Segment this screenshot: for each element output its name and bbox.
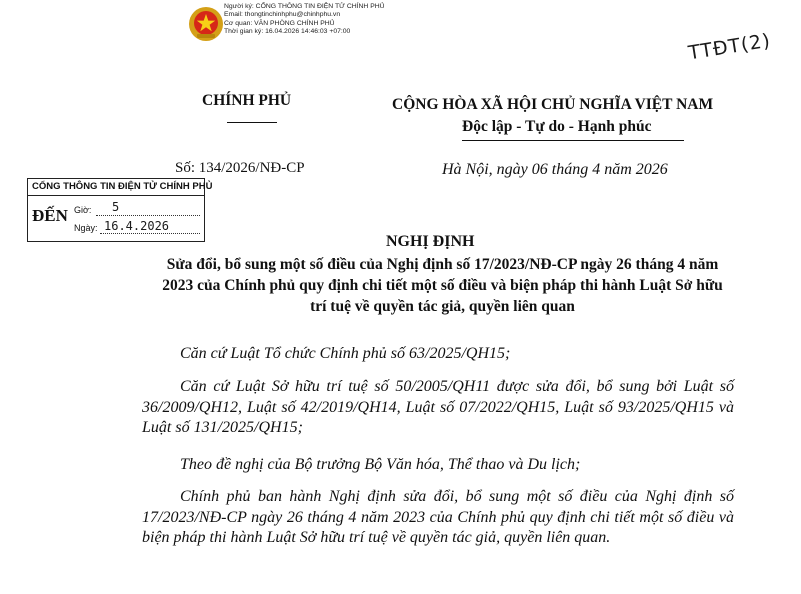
preamble-paragraph: Căn cứ Luật Tổ chức Chính phủ số 63/2025/QH15; (180, 345, 511, 362)
received-stamp (27, 178, 213, 242)
stamp-time-label: Giờ: (74, 205, 92, 215)
national-title: CỘNG HÒA XÃ HỘI CHỦ NGHĨA VIỆT NAM (392, 96, 714, 113)
preamble-paragraph: Chính phủ ban hành Nghị định sửa đổi, bổ sung một số điều của Nghị định số 17/2023/NĐ-CP ngày 26 tháng 4 năm 2023 của Chính phủ quy định chi tiết một số điều và biện pháp thi hành Luật Sở hữu trí tuệ về quyền tác giả, quyền liên quan. (142, 488, 734, 546)
stamp-date-label: Ngày: (74, 223, 98, 233)
digital-signature-block (224, 3, 385, 37)
handwritten-note: TTĐT(2) (686, 29, 773, 65)
stamp-date-value: 16.4.2026 (104, 219, 170, 233)
issuing-authority: CHÍNH PHỦ (202, 92, 292, 109)
signature-signer: Người ký: CỔNG THÔNG TIN ĐIỆN TỬ CHÍNH PHỦ (224, 3, 385, 10)
preamble-paragraph: Căn cứ Luật Sở hữu trí tuệ số 50/2005/QH11 được sửa đổi, bổ sung bởi Luật số 36/2009/QH12, Luật số 42/2019/QH14, Luật số 07/2022/QH15, Luật số 93/2025/QH15 và Luật số 131/2025/QH15; (142, 378, 734, 436)
national-motto: Độc lập - Tự do - Hạnh phúc (462, 118, 652, 135)
document-subject: Sửa đổi, bổ sung một số điều của Nghị định số 17/2023/NĐ-CP ngày 26 tháng 4 năm 2023 của Chính phủ quy định chi tiết một số điều và biện pháp thi hành Luật Sở hữu trí tuệ về quyền tác giả, quyền liên quan (162, 256, 723, 315)
signature-time: Thời gian ký: 16.04.2026 14:46:03 +07:00 (224, 28, 351, 36)
signature-agency: Cơ quan: VĂN PHÒNG CHÍNH PHỦ (224, 19, 335, 27)
preamble-paragraph: Theo đề nghị của Bộ trưởng Bộ Văn hóa, Thể thao và Du lịch; (180, 456, 581, 473)
national-emblem (188, 6, 224, 42)
document-number: Số: 134/2026/NĐ-CP (175, 160, 305, 176)
document-type: NGHỊ ĐỊNH (386, 233, 475, 250)
authority-divider (227, 122, 277, 123)
motto-divider (462, 140, 684, 141)
stamp-divider (28, 195, 204, 196)
issue-date: Hà Nội, ngày 06 tháng 4 năm 2026 (442, 161, 668, 178)
signature-email: Email: thongtinchinhphu@chinhphu.vn (224, 11, 341, 19)
stamp-received-label: ĐẾN (32, 206, 68, 225)
stamp-organization: CỔNG THÔNG TIN ĐIỆN TỬ CHÍNH PHỦ (32, 181, 213, 192)
stamp-time-value: 5 (112, 200, 120, 214)
